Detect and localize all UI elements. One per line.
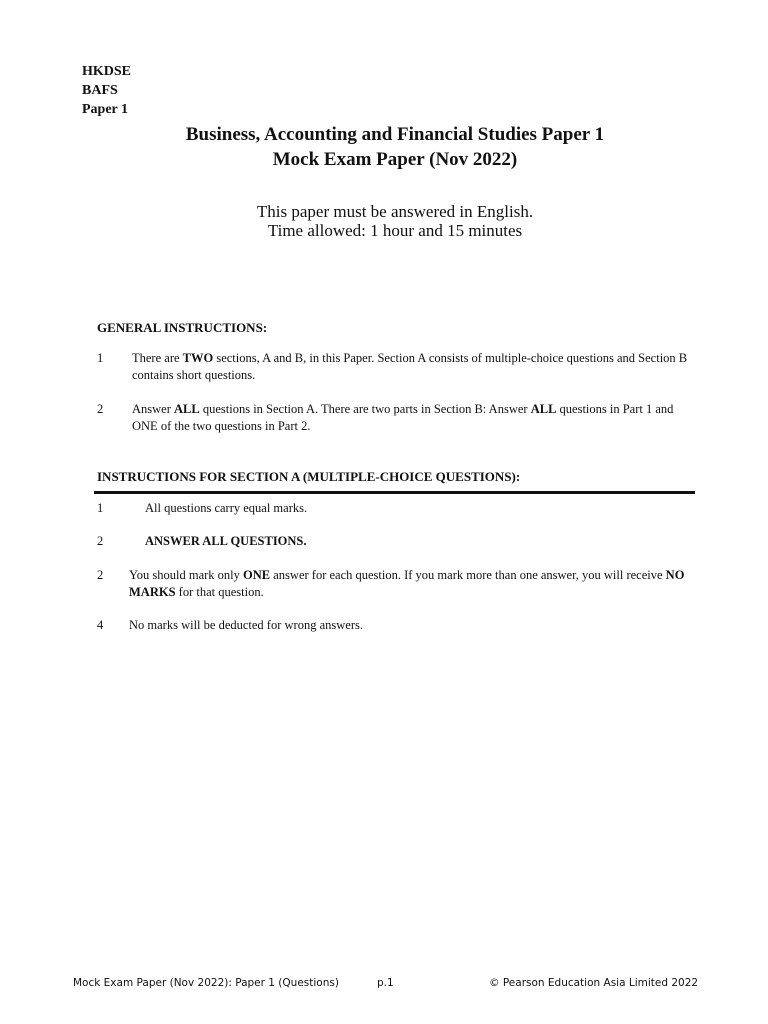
section-divider — [94, 491, 695, 494]
language-note: This paper must be answered in English. — [256, 202, 534, 221]
section-a-heading: INSTRUCTIONS FOR SECTION A (MULTIPLE-CHOICE QUESTIONS): — [97, 469, 521, 484]
paper-title: Business, Accounting and Financial Studies Paper 1 — [185, 124, 605, 145]
text-run: sections, A and B, in this Paper. Section A consists of multiple-choice questions and Section B contains short questions. — [132, 351, 688, 382]
text-run: questions in Section A. There are two parts in Section B: Answer — [199, 402, 531, 416]
item-text — [132, 350, 697, 384]
paper-code: Paper 1 — [82, 102, 129, 117]
item-number: 4 — [97, 618, 104, 632]
bold-text: ALL — [530, 402, 557, 416]
footer-title: Mock Exam Paper (Nov 2022): Paper 1 (Questions) — [73, 977, 339, 989]
text-run: All questions carry equal marks. — [145, 501, 308, 515]
paper-subtitle: Mock Exam Paper (Nov 2022) — [272, 149, 518, 170]
text-run: There are — [132, 351, 183, 365]
item-number: 1 — [97, 501, 104, 515]
exam-code: HKDSE — [82, 64, 132, 79]
item-number: 2 — [97, 402, 104, 416]
item-text — [145, 533, 710, 550]
item-text — [129, 567, 694, 601]
text-run: You should mark only — [129, 568, 244, 582]
item-text — [129, 617, 694, 634]
general-instructions-heading: GENERAL INSTRUCTIONS: — [97, 320, 268, 335]
bold-text: NO MARKS — [129, 568, 685, 599]
text-run: No marks will be deducted for wrong answers. — [129, 618, 363, 632]
text-run: Answer — [132, 402, 175, 416]
text-run: for that question. — [175, 585, 264, 599]
bold-text: ANSWER ALL QUESTIONS. — [145, 534, 307, 548]
item-number: 1 — [97, 351, 104, 365]
page-number: p.1 — [377, 977, 394, 989]
bold-text: TWO — [182, 351, 214, 365]
item-number: 2 — [97, 534, 104, 548]
text-run: questions in Part 1 and ONE of the two questions in Part 2. — [132, 402, 674, 433]
subject-code: BAFS — [82, 83, 118, 98]
time-allowed: Time allowed: 1 hour and 15 minutes — [267, 221, 523, 240]
text-run: answer for each question. If you mark more than one answer, you will receive — [270, 568, 666, 582]
bold-text: ALL — [174, 402, 200, 416]
item-text — [145, 500, 710, 517]
copyright: © Pearson Education Asia Limited 2022 — [489, 977, 699, 989]
item-text — [132, 401, 697, 435]
bold-text: ONE — [243, 568, 271, 582]
item-number: 2 — [97, 568, 104, 582]
